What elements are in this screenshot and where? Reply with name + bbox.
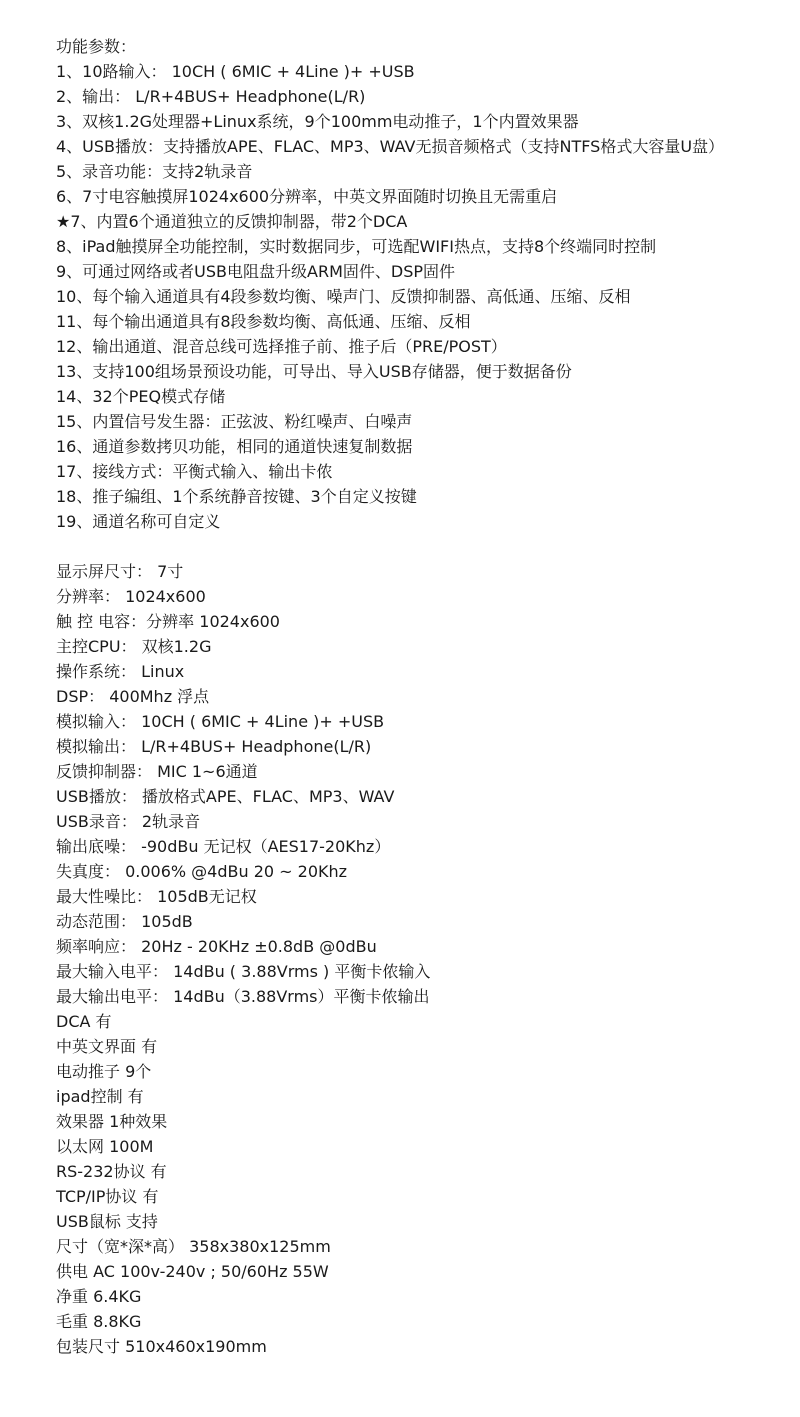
function-item: 14、32个PEQ模式存储 — [56, 387, 226, 406]
function-item: 4、USB播放：支持播放APE、FLAC、MP3、WAV无损音频格式（支持NTFS格式大容量U盘） — [56, 137, 725, 156]
spec-item: USB鼠标 支持 — [56, 1212, 158, 1231]
function-item: 15、内置信号发生器：正弦波、粉红噪声、白噪声 — [56, 412, 413, 431]
spec-item: 失真度： 0.006% @4dBu 20 ~ 20Khz — [56, 862, 348, 881]
spec-item: 最大输出电平： 14dBu（3.88Vrms）平衡卡侬输出 — [56, 987, 430, 1006]
spec-item: 触 控 电容：分辨率 1024x600 — [56, 612, 280, 631]
spec-item: USB播放： 播放格式APE、FLAC、MP3、WAV — [56, 787, 395, 806]
spec-item: 分辨率： 1024x600 — [56, 587, 206, 606]
spec-item: 毛重 8.8KG — [56, 1312, 142, 1331]
spec-item: TCP/IP协议 有 — [56, 1187, 159, 1206]
function-item: 18、推子编组、1个系统静音按键、3个自定义按键 — [56, 487, 417, 506]
spec-item: 尺寸（宽*深*高） 358x380x125mm — [56, 1237, 331, 1256]
spec-item: RS-232协议 有 — [56, 1162, 167, 1181]
function-item: 3、双核1.2G处理器+Linux系统，9个100mm电动推子，1个内置效果器 — [56, 112, 579, 131]
spec-item: 频率响应： 20Hz - 20KHz ±0.8dB @0dBu — [56, 937, 377, 956]
spec-item: DSP： 400Mhz 浮点 — [56, 687, 210, 706]
spec-item: 操作系统： Linux — [56, 662, 185, 681]
spec-item: 反馈抑制器： MIC 1~6通道 — [56, 762, 258, 781]
function-item: 17、接线方式：平衡式输入、输出卡侬 — [56, 462, 333, 481]
function-item: 5、录音功能：支持2轨录音 — [56, 162, 253, 181]
spec-item: 最大输入电平： 14dBu ( 3.88Vrms ) 平衡卡侬输入 — [56, 962, 431, 981]
function-item: 19、通道名称可自定义 — [56, 512, 221, 531]
spec-item: 效果器 1种效果 — [56, 1112, 168, 1131]
spec-item: 显示屏尺寸： 7寸 — [56, 562, 184, 581]
spec-item: 供电 AC 100v-240v ; 50/60Hz 55W — [56, 1262, 329, 1281]
function-item: 6、7寸电容触摸屏1024x600分辨率，中英文界面随时切换且无需重启 — [56, 187, 558, 206]
function-item: 13、支持100组场景预设功能，可导出、导入USB存储器，便于数据备份 — [56, 362, 572, 381]
spec-item: USB录音： 2轨录音 — [56, 812, 201, 831]
function-item: ★7、内置6个通道独立的反馈抑制器，带2个DCA — [56, 212, 408, 231]
function-item: 8、iPad触摸屏全功能控制，实时数据同步，可选配WIFI热点，支持8个终端同时控制 — [56, 237, 657, 256]
spec-item: 动态范围： 105dB — [56, 912, 193, 931]
function-item: 16、通道参数拷贝功能，相同的通道快速复制数据 — [56, 437, 413, 456]
spec-item: 输出底噪： -90dBu 无记权（AES17-20Khz） — [56, 837, 391, 856]
spec-item: 中英文界面 有 — [56, 1037, 158, 1056]
spec-item: 包装尺寸 510x460x190mm — [56, 1337, 267, 1356]
function-item: 12、输出通道、混音总线可选择推子前、推子后（PRE/POST） — [56, 337, 507, 356]
function-item: 10、每个输入通道具有4段参数均衡、噪声门、反馈抑制器、高低通、压缩、反相 — [56, 287, 631, 306]
spec-item: 以太网 100M — [56, 1137, 154, 1156]
spec-item: DCA 有 — [56, 1012, 112, 1031]
spec-item: ipad控制 有 — [56, 1087, 144, 1106]
spec-item: 最大性噪比： 105dB无记权 — [56, 887, 257, 906]
spec-item: 电动推子 9个 — [56, 1062, 152, 1081]
spec-item: 主控CPU： 双核1.2G — [56, 637, 212, 656]
function-params-title: 功能参数： — [56, 37, 137, 56]
function-item: 9、可通过网络或者USB电阻盘升级ARM固件、DSP固件 — [56, 262, 456, 281]
section-spacer — [56, 534, 786, 559]
spec-item: 净重 6.4KG — [56, 1287, 142, 1306]
function-item: 11、每个输出通道具有8段参数均衡、高低通、压缩、反相 — [56, 312, 471, 331]
spec-item: 模拟输入： 10CH ( 6MIC + 4Line )+ +USB — [56, 712, 385, 731]
spec-list — [56, 559, 786, 1359]
function-item: 1、10路输入： 10CH ( 6MIC + 4Line )+ +USB — [56, 62, 415, 81]
function-item: 2、输出： L/R+4BUS+ Headphone(L/R) — [56, 87, 366, 106]
function-params-list — [56, 59, 786, 534]
spec-item: 模拟输出： L/R+4BUS+ Headphone(L/R) — [56, 737, 372, 756]
spec-document — [56, 34, 786, 1359]
